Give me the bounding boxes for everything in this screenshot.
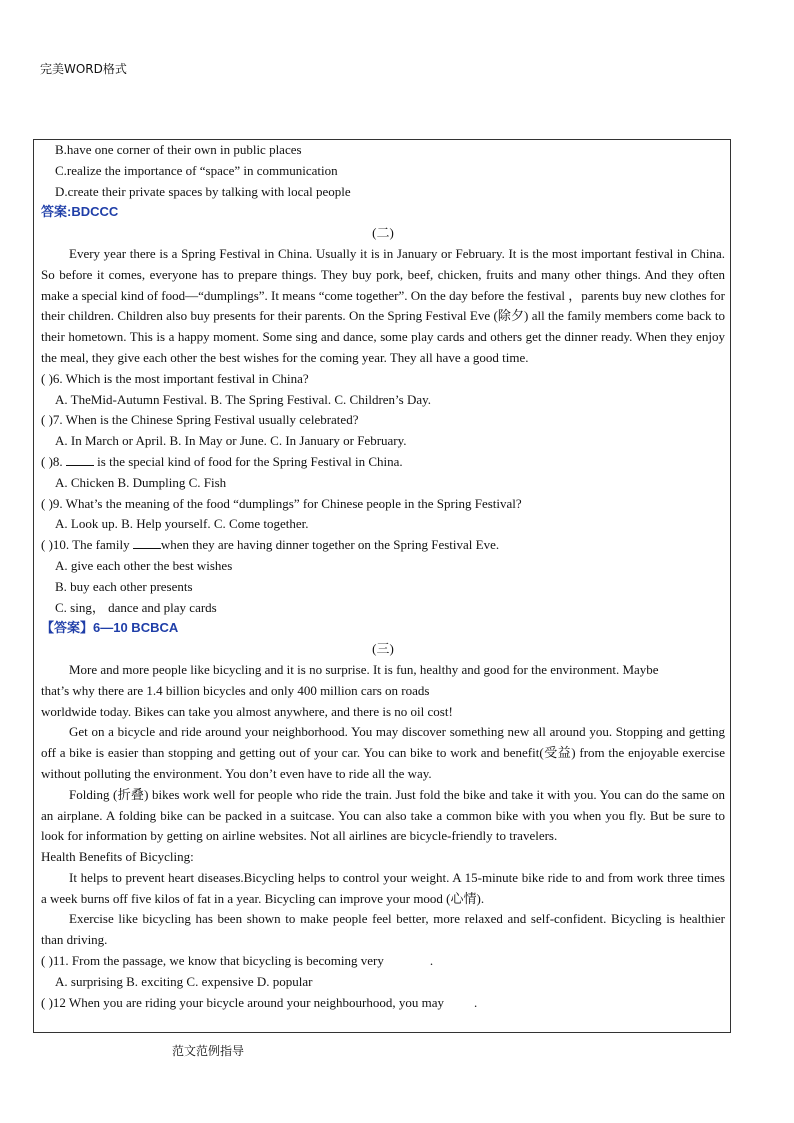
question-9: ( )9. What’s the meaning of the food “dumplings” for Chinese people in the Spring Festival? xyxy=(41,495,522,511)
answer-key: 【答案】6—10 BCBCA xyxy=(41,620,179,636)
answer-blank xyxy=(66,453,94,466)
question-10-option-c: C. sing， dance and play cards xyxy=(55,599,217,615)
reading-passage: Every year there is a Spring Festival in China. Usually it is in January or February. It is the most important festival in China. So before it comes, everyone has to prepare things. They buy pork, beef, chicken, fruits and many other things. And they often make a special kind of food—“dumplings”. It means “come together”. On the day before the festival ，parents buy new clothes for their children. Children also buy presents for their parents. On the Spring Festival Eve (除夕) all the family members come back to their hometown. This is a happy moment. Some sing and dance, some play cards and others get the dinner ready. When they enjoy the meal, they give each other the best wishes for the coming year. They all have a good time. xyxy=(41,245,726,365)
question-10-option-b: B. buy each other presents xyxy=(55,578,193,594)
question-11-text: ( )11. From the passage, we know that bicycling is becoming very xyxy=(41,953,384,969)
question-11-options: A. surprising B. exciting C. expensive D. popular xyxy=(55,973,313,989)
passage-line: worldwide today. Bikes can take you almost anywhere, and there is no oil cost! xyxy=(41,703,453,719)
answer-blank xyxy=(133,536,161,549)
question-6-options: A. TheMid-Autumn Festival. B. The Spring Festival. C. Children’s Day. xyxy=(55,391,432,407)
question-10-option-a: A. give each other the best wishes xyxy=(55,557,233,573)
option-line: C.realize the importance of “space” in communication xyxy=(55,162,338,178)
question-9-options: A. Look up. B. Help yourself. C. Come together. xyxy=(55,516,309,532)
option-line: B.have one corner of their own in public places xyxy=(55,142,302,157)
question-8-prefix: ( )8. xyxy=(41,453,66,469)
document-content xyxy=(41,140,725,1013)
question-8-options: A. Chicken B. Dumpling C. Fish xyxy=(55,474,227,490)
question-8-text: is the special kind of food for the Spring Festival in China. xyxy=(93,453,403,469)
question-11-end: . xyxy=(429,953,434,969)
passage-line: that’s why there are 1.4 billion bicycles and only 400 million cars on roads xyxy=(41,682,430,698)
page-header: 完美WORD格式 xyxy=(40,62,127,76)
question-10-prefix: ( )10. The family xyxy=(41,537,133,553)
question-8 xyxy=(41,452,725,473)
page-footer: 范文范例指导 xyxy=(172,1044,245,1058)
passage-paragraph: Folding (折叠) bikes work well for people who ride the train. Just fold the bike and take it with you. You can do the same on an airplane. A folding bike can be packed in a suitcase. You can also take a common bike with you when you fly. But be sure to look for information by getting on airline websites. Not all airlines are bicycle-friendly to travelers. xyxy=(41,786,725,844)
question-10 xyxy=(41,535,725,556)
option-line: D.create their private spaces by talking with local people xyxy=(55,183,351,199)
passage-paragraph: Exercise like bicycling has been shown to make people feel better, more relaxed and self-confident. Bicycling is healthier than driving. xyxy=(41,911,725,948)
section-title: (二) xyxy=(372,225,394,241)
question-7: ( )7. When is the Chinese Spring Festival usually celebrated? xyxy=(41,412,359,428)
question-12-text: ( )12 When you are riding your bicycle around your neighbourhood, you may xyxy=(41,994,445,1010)
subheading: Health Benefits of Bicycling: xyxy=(41,849,194,865)
question-6: ( )6. Which is the most important festival in China? xyxy=(41,370,309,386)
document-frame xyxy=(33,139,731,1033)
passage-paragraph: Get on a bicycle and ride around your neighborhood. You may discover something new all around you. Stopping and getting off a bike is easier than stopping and getting out of your car. You can bike to work and benefit(受益) from the enjoyable exercise without polluting the environment. You don’t even have to ride all the way. xyxy=(41,724,725,781)
answer-key: 答案:BDCCC xyxy=(41,204,119,220)
question-10-text: when they are having dinner together on the Spring Festival Eve. xyxy=(160,537,500,553)
passage-line: More and more people like bicycling and it is no surprise. It is fun, healthy and good for the environment. Maybe xyxy=(69,661,659,677)
question-7-options: A. In March or April. B. In May or June. C. In January or February. xyxy=(55,433,407,449)
paragraph-text: It helps to prevent heart diseases.Bicycling helps to control your weight. A 15-minute bike ride to and from work three times a week burns off five kilos of fat in a year. Bicycling can improve your mood (心情). xyxy=(41,869,725,906)
question-12-end: . xyxy=(474,994,478,1010)
section-title: (三) xyxy=(372,641,394,657)
passage-paragraph xyxy=(41,868,725,910)
question-11 xyxy=(41,951,725,972)
question-12 xyxy=(41,993,725,1014)
